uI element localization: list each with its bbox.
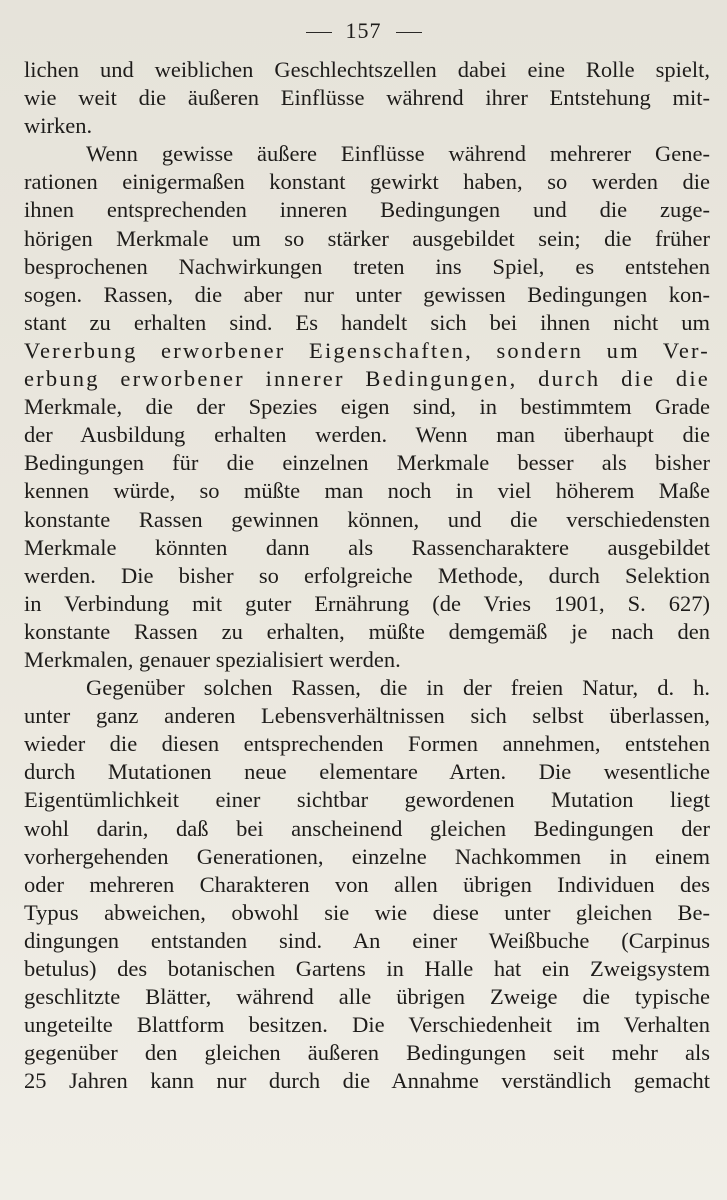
text-line: Bedingungen für die einzelnen Merkmale besser als bisher (24, 450, 710, 476)
text-line: Vererbung erworbener Eigenschaften, sondern um Ver- (24, 337, 710, 363)
paragraph (24, 56, 710, 140)
text-line: wohl darin, daß bei anscheinend gleichen Bedingungen der (24, 815, 710, 841)
text-line: Merkmalen, genauer spezialisiert werden. (24, 646, 401, 672)
text-line: vorhergehenden Generationen, einzelne Nachkommen in einem (24, 843, 710, 869)
text-line: Merkmale, die der Spezies eigen sind, in bestimmtem Grade (24, 394, 710, 420)
header-dash-right (396, 32, 422, 33)
text-line: ungeteilte Blattform besitzen. Die Verschiedenheit im Verhalten (24, 1012, 710, 1038)
text-line: in Verbindung mit guter Ernährung (de Vries 1901, S. 627) (24, 590, 710, 616)
text-line: besprochenen Nachwirkungen treten ins Spiel, es entstehen (24, 253, 710, 279)
body-text (24, 56, 710, 1095)
text-line: kennen würde, so müßte man noch in viel höherem Maße (24, 478, 710, 504)
text-line: 25 Jahren kann nur durch die Annahme verständlich gemacht (24, 1068, 710, 1094)
text-line: Typus abweichen, obwohl sie wie diese unter gleichen Be- (24, 899, 710, 925)
text-line: der Ausbildung erhalten werden. Wenn man überhaupt die (24, 422, 710, 448)
text-line: Wenn gewisse äußere Einflüsse während mehrerer Gene- (86, 141, 710, 167)
text-line: lichen und weiblichen Geschlechtszellen dabei eine Rolle spielt, (24, 57, 710, 82)
text-line: ihnen entsprechenden inneren Bedingungen und die zuge- (24, 197, 710, 223)
text-line: konstante Rassen gewinnen können, und die verschiedensten (24, 506, 710, 532)
text-line: Gegenüber solchen Rassen, die in der freien Natur, d. h. (86, 675, 710, 701)
header-dash-left (306, 32, 332, 33)
text-line: erbung erworbener innerer Bedingungen, durch die die (24, 366, 710, 392)
text-line: Eigentümlichkeit einer sichtbar gewordenen Mutation liegt (24, 787, 710, 813)
text-line: Merkmale könnten dann als Rassencharaktere ausgebildet (24, 534, 710, 560)
text-line: konstante Rassen zu erhalten, müßte demgemäß je nach den (24, 618, 710, 644)
text-line: dingungen entstanden sind. An einer Weißbuche (Carpinus (24, 927, 710, 953)
text-line: geschlitzte Blätter, während alle übrigen Zweige die typische (24, 984, 710, 1010)
text-line: betulus) des botanischen Gartens in Halle hat ein Zweigsystem (24, 956, 710, 981)
text-line: rationen einigermaßen konstant gewirkt haben, so werden die (24, 169, 710, 195)
text-line: wie weit die äußeren Einflüsse während ihrer Entstehung mit- (24, 85, 710, 111)
text-line: wieder die diesen entsprechenden Formen annehmen, entstehen (24, 731, 710, 757)
text-line: oder mehreren Charakteren von allen übrigen Individuen des (24, 871, 710, 897)
page-header (0, 18, 727, 44)
text-line: stant zu erhalten sind. Es handelt sich bei ihnen nicht um (24, 309, 710, 335)
text-line: unter ganz anderen Lebensverhältnissen sich selbst überlassen, (24, 703, 710, 729)
paragraph (24, 674, 710, 1095)
text-line: durch Mutationen neue elementare Arten. Die wesentliche (24, 759, 710, 785)
text-line: werden. Die bisher so erfolgreiche Methode, durch Selektion (24, 562, 710, 588)
page-number: 157 (345, 18, 382, 43)
text-line: wirken. (24, 113, 93, 139)
text-line: hörigen Merkmale um so stärker ausgebildet sein; die früher (24, 225, 710, 251)
paragraph (24, 140, 710, 674)
text-line: gegenüber den gleichen äußeren Bedingungen seit mehr als (24, 1040, 710, 1066)
text-line: sogen. Rassen, die aber nur unter gewissen Bedingungen kon- (24, 281, 710, 307)
